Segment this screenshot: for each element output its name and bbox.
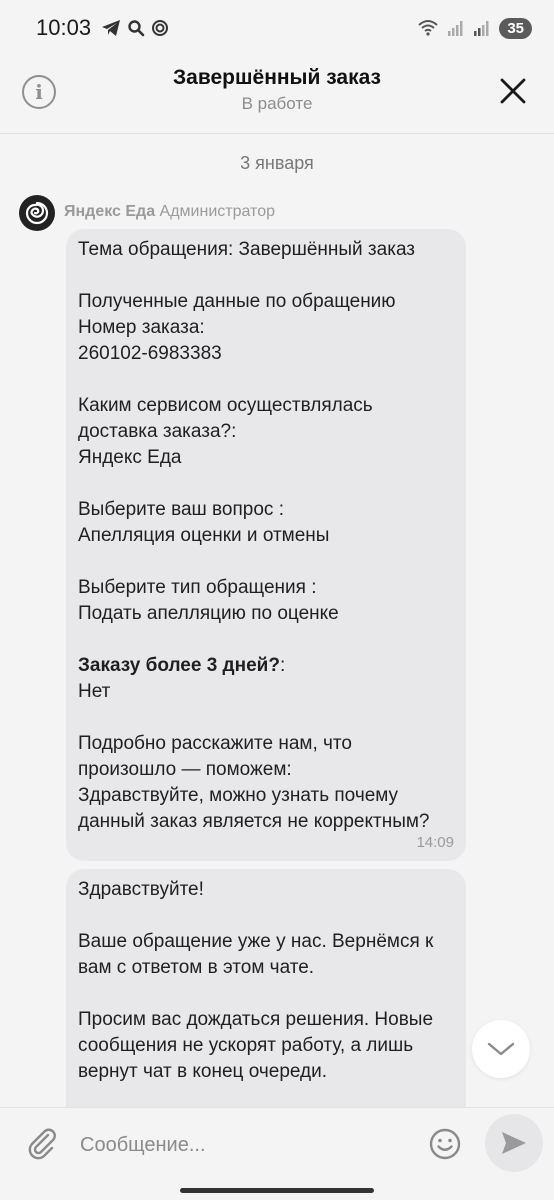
bold-question: Заказу более 3 дней? <box>78 655 280 676</box>
status-right-icons <box>417 18 532 39</box>
chat-status: В работе <box>241 94 313 113</box>
chat-header <box>0 56 554 134</box>
sender-info <box>64 203 275 221</box>
message-line: Подать апелляцию по оценке <box>78 603 339 624</box>
close-icon[interactable] <box>498 76 528 106</box>
message-line <box>78 263 454 289</box>
message-line: Ваше обращение уже у нас. Вернёмся к <box>78 931 434 952</box>
yandex-eda-logo <box>24 200 50 226</box>
message-line: Номер заказа: <box>78 317 205 338</box>
message-line <box>78 903 454 929</box>
message-bubble[interactable] <box>66 229 466 861</box>
sender-avatar <box>19 195 55 231</box>
message-time: 14:09 <box>416 834 454 851</box>
sender-role: Администратор <box>159 203 275 220</box>
wifi-icon <box>417 19 439 37</box>
message-line: вернут чат в конец очереди. <box>78 1061 328 1082</box>
scroll-down-button[interactable] <box>472 1020 530 1078</box>
message-line: Апелляция оценки и отмены <box>78 525 330 546</box>
message-line: Тема обращения: Завершённый заказ <box>78 239 416 260</box>
message-line: Просим вас дождаться решения. Новые <box>78 1009 434 1030</box>
message-line: данный заказ является не корректным? <box>78 811 430 832</box>
message-line <box>78 549 454 575</box>
message-input[interactable] <box>80 1128 410 1162</box>
status-time: 10:03 <box>36 15 92 40</box>
sender-name: Яндекс Еда <box>64 203 156 220</box>
date-separator: 3 января <box>240 153 314 173</box>
message-line: Полученные данные по обращению <box>78 291 396 312</box>
message-line: вам с ответом в этом чате. <box>78 957 315 978</box>
message-line: произошло — поможем: <box>78 759 292 780</box>
message-line: сообщения не ускорят работу, а лишь <box>78 1035 414 1056</box>
message-line: Нет <box>78 681 111 702</box>
send-button[interactable] <box>485 1114 543 1172</box>
battery-indicator: 35 <box>499 18 532 39</box>
message-line: Яндекс Еда <box>78 447 182 468</box>
message-line: доставка заказа?: <box>78 421 237 442</box>
message-line: Здравствуйте, можно узнать почему <box>78 785 399 806</box>
message-line: Подробно расскажите нам, что <box>78 733 352 754</box>
chevron-down-icon <box>487 1041 515 1057</box>
message-line: 260102-6983383 <box>78 343 222 364</box>
message-line: Выберите тип обращения : <box>78 577 317 598</box>
telegram-icon <box>101 19 121 37</box>
send-icon <box>500 1130 528 1156</box>
message-list[interactable] <box>0 135 554 1107</box>
message-line <box>78 705 454 731</box>
message-line: Выберите ваш вопрос : <box>78 499 284 520</box>
smile-icon[interactable] <box>428 1127 462 1161</box>
chat-title: Завершённый заказ <box>173 66 381 89</box>
status-bar <box>0 0 554 56</box>
paperclip-icon[interactable] <box>26 1126 58 1160</box>
message-line <box>78 627 454 653</box>
info-icon: i <box>35 80 43 104</box>
message-line <box>78 367 454 393</box>
message-bubble[interactable] <box>66 869 466 1107</box>
message-line: Каким сервисом осуществлялась <box>78 395 373 416</box>
gesture-navigation-bar[interactable] <box>180 1188 374 1193</box>
bold-question-suffix: : <box>279 655 286 676</box>
search-icon <box>127 19 145 37</box>
message-line: Здравствуйте! <box>78 879 204 900</box>
yandex-eda-notification-icon <box>151 19 169 37</box>
message-line <box>78 981 454 1007</box>
signal-icon-1 <box>447 19 465 37</box>
message-line-bold <box>78 653 454 679</box>
status-notification-icons <box>101 19 169 37</box>
signal-icon-2 <box>473 19 491 37</box>
message-line <box>78 471 454 497</box>
message-composer <box>0 1107 554 1200</box>
